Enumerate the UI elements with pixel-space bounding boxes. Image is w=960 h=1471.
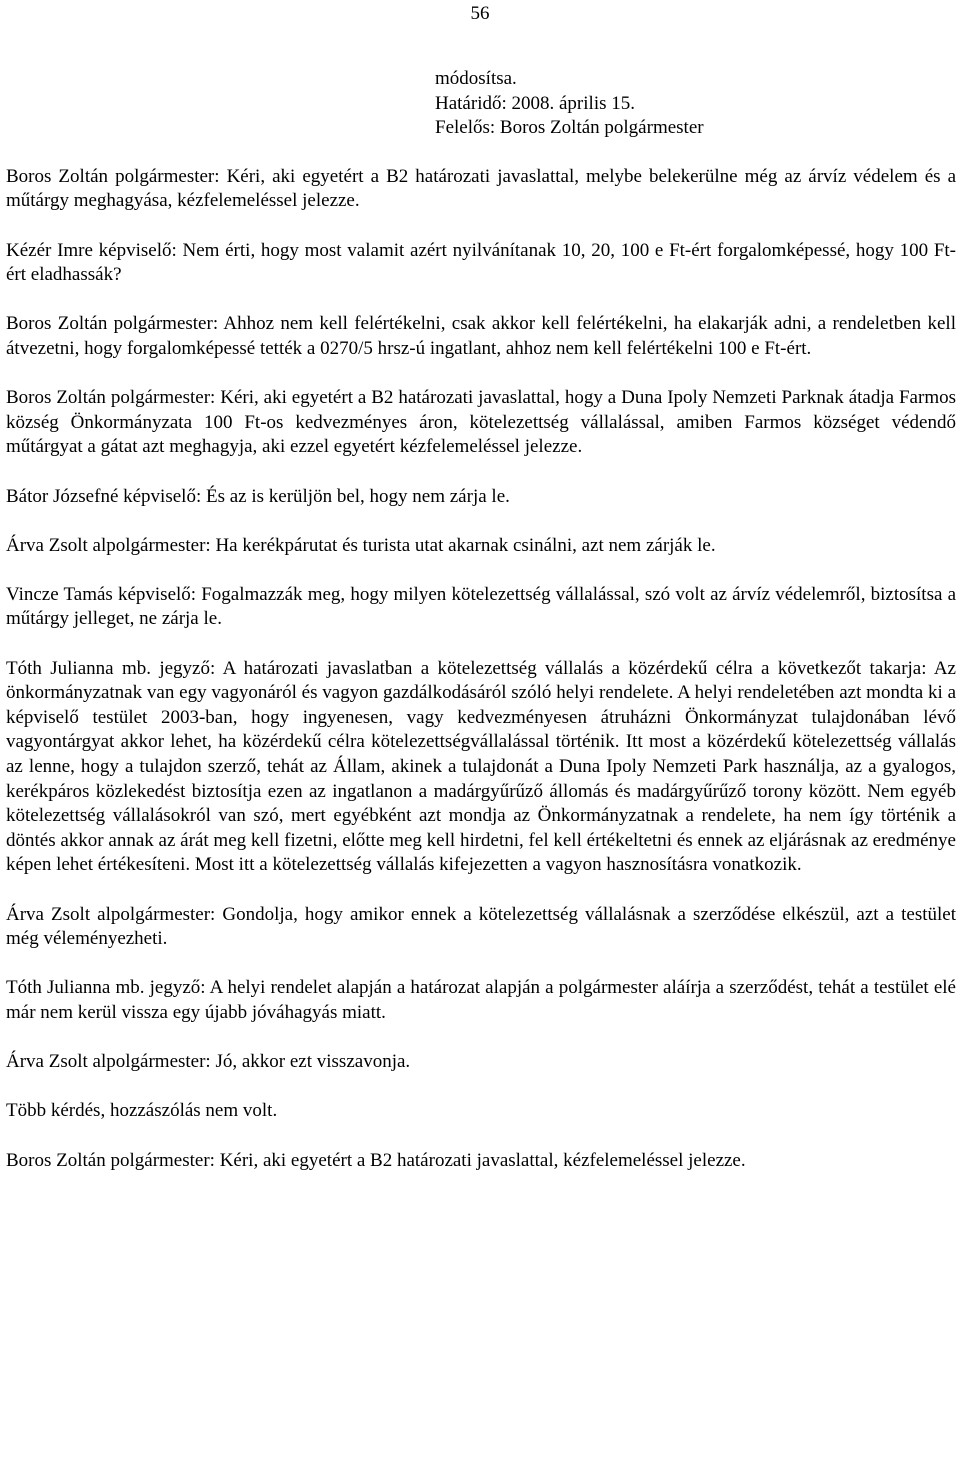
paragraph: Boros Zoltán polgármester: Kéri, aki egyetért a B2 határozati javaslattal, melybe belekerülne még az árvíz védelem és a műtárgy meghagyása, kézfelemeléssel jelezze. <box>6 165 956 212</box>
paragraph: Árva Zsolt alpolgármester: Ha kerékpárutat és turista utat akarnak csinálni, azt nem zárják le. <box>6 534 716 556</box>
paragraph: Tóth Julianna mb. jegyző: A határozati javaslatban a kötelezettség vállalás a közérdekű célra a következőt takarja: Az önkormányzatnak van egy vagyonáról és vagyon gazdálkodásáról szóló helyi rendelete. A helyi rendeletében azt mondta ki a képviselő testület 2003-ban, hogy ingyenesen, vagy kedvezményesen átruházni Önkormányzat tulajdonában lévő vagyontárgyat akkor lehet, ha közérdekű célra kötelezettségvállalással történik. Itt most a közérdekű kötelezettség vállalás az lenne, hogy a tulajdon szerző, tehát az Állam, akinek a tulajdonát a Duna Ipoly Nemzeti Park használja, az a gyalogos, kerékpáros közlekedést biztosítja ezen az ingatlanon a madárgyűrűző állomás és madárgyűrűző torony között. Nem egyéb kötelezettség vállalásokról van szó, mert egyébként azt mondja az Önkormányzatnak a rendelete, ha nem így történik a döntés akkor annak az árát meg kell fizetni, előtte meg kell hirdetni, fel kell értékeltetni és ennek az eljárásnak az eredménye képen lehet értékesíteni. Most itt a kötelezettség vállalás kifejezetten a vagyon hasznosításra vonatkozik. <box>6 657 956 876</box>
paragraph: Több kérdés, hozzászólás nem volt. <box>6 1100 278 1122</box>
paragraph: Árva Zsolt alpolgármester: Gondolja, hogy amikor ennek a kötelezettség vállalásnak a szerződése elkészül, azt a testület még véleményezheti. <box>6 903 956 950</box>
resolution-header <box>435 67 956 141</box>
paragraph: Árva Zsolt alpolgármester: Jó, akkor ezt visszavonja. <box>6 1051 411 1073</box>
paragraph: Boros Zoltán polgármester: Ahhoz nem kell felértékelni, csak akkor kell felértékelni, ha elakarják adni, a rendeletben kell átvezetni, hogy forgalomképessé tették a 0270/5 hrsz-ú ingatlant, ahhoz nem kell felértékelni 100 e Ft-ért. <box>6 313 956 359</box>
page-number: 56 <box>470 3 490 24</box>
paragraph: Bátor Józsefné képviselő: És az is kerüljön bel, hogy nem zárja le. <box>6 485 510 507</box>
header-line-deadline: Határidő: 2008. április 15. <box>435 92 635 114</box>
paragraph: Boros Zoltán polgármester: Kéri, aki egyetért a B2 határozati javaslattal, hogy a Duna Ipoly Nemzeti Parknak átadja Farmos község Önkormányzata 100 Ft-os kedvezményes áron, kötelezettség vállalással, amiben Farmos községet védendő műtárgyat a gátat azt meghagyja, aki ezzel egyetért kézfelemeléssel jelezze. <box>6 387 956 458</box>
document-body <box>6 67 956 1173</box>
paragraph: Boros Zoltán polgármester: Kéri, aki egyetért a B2 határozati javaslattal, kézfelemeléssel jelezze. <box>6 1149 746 1171</box>
header-line-modify: módosítsa. <box>435 68 517 89</box>
paragraph: Vincze Tamás képviselő: Fogalmazzák meg, hogy milyen kötelezettség vállalással, szó volt az árvíz védelemről, biztosítsa a műtárgy jelleget, ne zárja le. <box>6 583 956 630</box>
paragraph: Tóth Julianna mb. jegyző: A helyi rendelet alapján a határozat alapján a polgármester aláírja a szerződést, tehát a testület elé már nem kerül vissza egy újabb jóváhagyás miatt. <box>6 977 956 1023</box>
header-line-responsible: Felelős: Boros Zoltán polgármester <box>435 117 704 139</box>
paragraph: Kézér Imre képviselő: Nem érti, hogy most valamit azért nyilvánítanak 10, 20, 100 e Ft-ért forgalomképessé, hogy 100 Ft-ért eladhassák? <box>6 239 956 286</box>
